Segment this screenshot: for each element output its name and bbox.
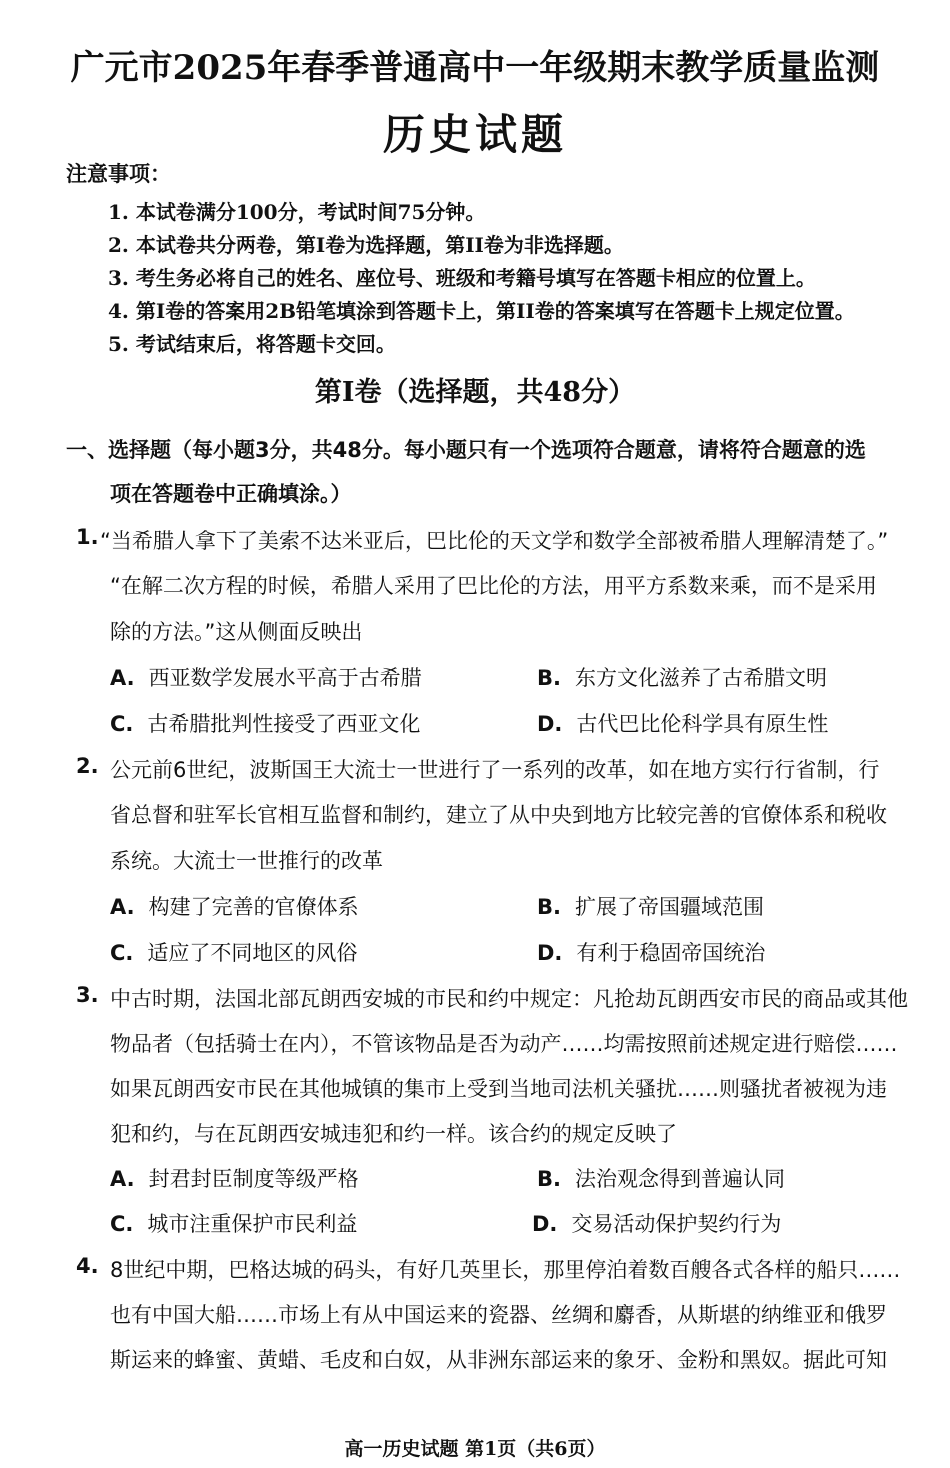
option-a: A. 西亚数学发展水平高于古希腊 [110, 666, 422, 690]
question-number: 1. [76, 525, 99, 549]
notice-item: 4. 第I卷的答案用2B铅笔填涂到答题卡上，第II卷的答案填写在答题卡上规定位置。 [108, 299, 855, 323]
option-a: A. 封君封臣制度等级严格 [110, 1167, 359, 1191]
question-text: 也有中国大船……市场上有从中国运来的瓷器、丝绸和麝香，从斯堪的纳维亚和俄罗 [110, 1303, 887, 1327]
question-number: 3. [76, 983, 99, 1007]
option-c: C. 适应了不同地区的风俗 [110, 941, 358, 965]
question-text: 物品者（包括骑士在内），不管该物品是否为动产……均需按照前述规定进行赔偿…… [110, 1032, 898, 1056]
option-c: C. 城市注重保护市民利益 [110, 1212, 358, 1236]
exam-title: 广元市2025年春季普通高中一年级期末教学质量监测 [70, 48, 880, 88]
notice-item: 2. 本试卷共分两卷，第I卷为选择题，第II卷为非选择题。 [108, 233, 624, 257]
question-text: 如果瓦朗西安市民在其他城镇的集市上受到当地司法机关骚扰……则骚扰者被视为违 [110, 1077, 887, 1101]
notice-heading: 注意事项： [66, 161, 171, 186]
section-instruction: 一、选择题（每小题3分，共48分。每小题只有一个选项符合题意，请将符合题意的选 [66, 438, 866, 462]
option-c: C. 古希腊批判性接受了西亚文化 [110, 712, 421, 736]
option-a: A. 构建了完善的官僚体系 [110, 895, 359, 919]
question-text: 省总督和驻军长官相互监督和制约，建立了从中央到地方比较完善的官僚体系和税收 [110, 803, 887, 827]
option-b: B. 东方文化滋养了古希腊文明 [537, 666, 827, 690]
notice-item: 3. 考生务必将自己的姓名、座位号、班级和考籍号填写在答题卡相应的位置上。 [108, 266, 816, 290]
section-title: 第I卷（选择题，共48分） [314, 377, 636, 408]
question-text: 犯和约，与在瓦朗西安城违犯和约一样。该合约的规定反映了 [110, 1122, 677, 1146]
question-text: 系统。大流士一世推行的改革 [110, 849, 383, 873]
question-text: “当希腊人拿下了美索不达米亚后，巴比伦的天文学和数学全部被希腊人理解清楚了。” [100, 529, 889, 553]
question-text: 8世纪中期，巴格达城的码头，有好几英里长，那里停泊着数百艘各式各样的船只…… [110, 1258, 901, 1282]
question-text: 公元前6世纪，波斯国王大流士一世进行了一系列的改革，如在地方实行行省制，行 [110, 758, 880, 782]
question-text: 斯运来的蜂蜜、黄蜡、毛皮和白奴，从非洲东部运来的象牙、金粉和黑奴。据此可知 [110, 1348, 887, 1372]
question-number: 4. [76, 1254, 99, 1278]
option-b: B. 扩展了帝国疆域范围 [537, 895, 764, 919]
option-d: D. 古代巴比伦科学具有原生性 [537, 712, 829, 736]
section-instruction: 项在答题卷中正确填涂。） [110, 482, 352, 506]
option-d: D. 交易活动保护契约行为 [532, 1212, 782, 1236]
question-text: 除的方法。”这从侧面反映出 [110, 620, 363, 644]
option-d: D. 有利于稳固帝国统治 [537, 941, 766, 965]
notice-item: 5. 考试结束后，将答题卡交回。 [108, 332, 396, 356]
question-text: “在解二次方程的时候，希腊人采用了巴比伦的方法，用平方系数来乘，而不是采用 [110, 574, 877, 598]
notice-item: 1. 本试卷满分100分，考试时间75分钟。 [108, 200, 486, 224]
option-b: B. 法治观念得到普遍认同 [537, 1167, 785, 1191]
question-text: 中古时期，法国北部瓦朗西安城的市民和约中规定：凡抢劫瓦朗西安市民的商品或其他 [110, 987, 908, 1011]
page-footer: 高一历史试题 第1页（共6页） [344, 1438, 606, 1460]
exam-subject-title: 历史试题 [382, 110, 567, 159]
question-number: 2. [76, 754, 99, 778]
